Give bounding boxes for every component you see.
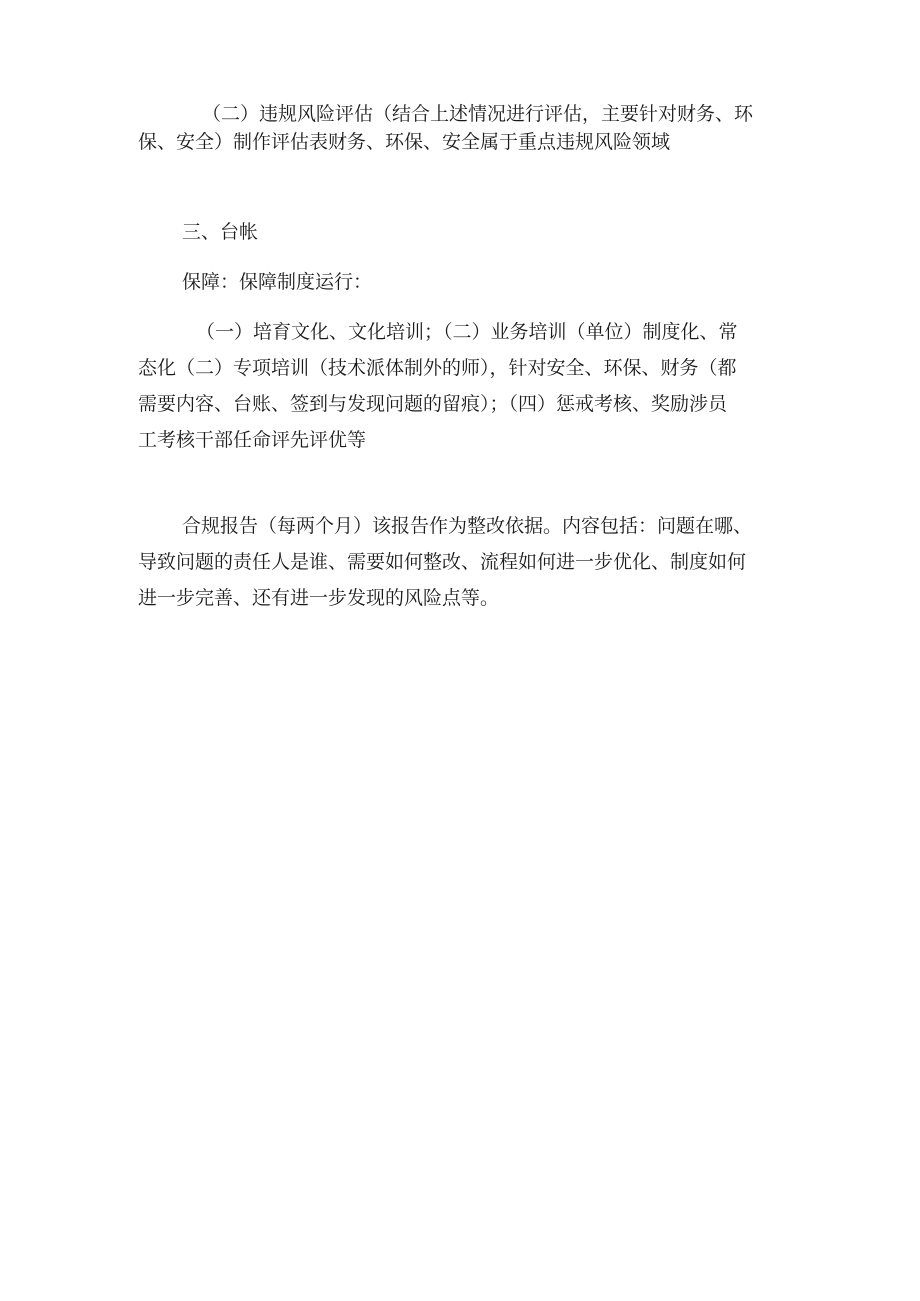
text-line: 保障：保障制度运行： [182, 271, 373, 293]
text-line: 工考核干部任命评先评优等 [138, 429, 367, 451]
text-line: （二）违规风险评估（结合上述情况进行评估，主要针对财务、环 [202, 103, 754, 125]
paragraph-training [138, 314, 786, 458]
text-line: （一）培育文化、文化培训；（二）业务培训（单位）制度化、常 [196, 321, 738, 343]
paragraph-guarantee [138, 268, 786, 296]
paragraph-risk-assessment [138, 100, 786, 156]
text-line: 保、安全）制作评估表财务、环保、安全属于重点违规风险领域 [138, 131, 671, 153]
text-line: 态化（二）专项培训（技术派体制外的师），针对安全、环保、财务（都 [138, 357, 737, 379]
section-heading-ledger [138, 218, 786, 246]
text-line: 导致问题的责任人是谁、需要如何整改、流程如何进一步优化、制度如何 [138, 551, 747, 573]
text-line: 合规报告（每两个月）该报告作为整改依据。内容包括：问题在哪、 [182, 515, 753, 537]
paragraph-compliance-report [138, 508, 786, 616]
text-line: 需要内容、台账、签到与发现问题的留痕）；（四）惩戒考核、奖励涉员 [138, 393, 728, 415]
text-line: 进一步完善、还有进一步发现的风险点等。 [138, 587, 500, 609]
heading-text: 三、台帐 [182, 221, 259, 243]
